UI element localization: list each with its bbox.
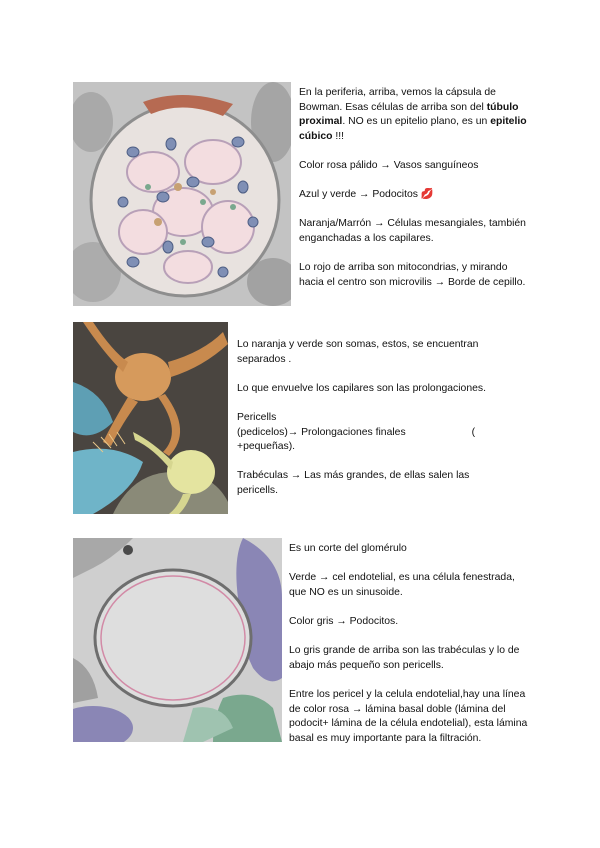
lips-emoji-icon: 💋 bbox=[420, 189, 434, 201]
section2-text bbox=[237, 338, 502, 499]
paragraph-grey-podocytes: Color gris → Podocitos. bbox=[289, 615, 399, 627]
section1-text bbox=[299, 86, 534, 290]
paragraph-trabeculae-pericells: Lo gris grande de arriba son las trabéculas y lo de abajo más pequeño son pericells. bbox=[289, 645, 520, 671]
podocyte-sem-image bbox=[73, 322, 228, 514]
paragraph-mesangial: Naranja/Marrón → Células mesangiales, también enganchadas a los capilares. bbox=[299, 218, 526, 244]
paragraph-brush-border: Lo rojo de arriba son mitocondrias, y mirando hacia el centro son microvilis → Borde de cepillo. bbox=[299, 262, 526, 288]
paragraph-trabeculae: Trabéculas → Las más grandes, de ellas salen las pericells. bbox=[237, 470, 470, 496]
paragraph-endothelial: Verde → cel endotelial, es una célula fenestrada, que NO es un sinusoide. bbox=[289, 572, 515, 598]
paragraph-vessels: Color rosa pálido → Vasos sanguíneos bbox=[299, 159, 479, 171]
section3-text bbox=[289, 542, 534, 746]
paragraph-podocytes: Azul y verde → Podocitos 💋 bbox=[299, 189, 434, 201]
paragraph-basal-lamina: Entre los pericel y la celula endotelial,hay una línea de color rosa → lámina basal doble (lámina del podocit+ lámina de la célula endotelial), esta lámina basal es muy importante para la filtración. bbox=[289, 688, 528, 744]
paragraph-prolongations: Lo que envuelve los capilares son las prolongaciones. bbox=[237, 382, 486, 394]
glomerulus-micrograph-image bbox=[73, 82, 291, 306]
paragraph-glomerulus-cut: Es un corte del glomérulo bbox=[289, 543, 407, 554]
glomerulus-tem-image bbox=[73, 538, 282, 742]
paragraph-bowman-capsule: En la periferia, arriba, vemos la cápsula de Bowman. Esas células de arriba son del túbulo proximal. NO es un epitelio plano, es un epitelio cúbico !!! bbox=[299, 87, 527, 142]
paragraph-pericells: Pericells (pedicelos)→ Prolongaciones finales ( +pequeñas). bbox=[237, 411, 476, 453]
paragraph-somas: Lo naranja y verde son somas, estos, se encuentran separados . bbox=[237, 339, 479, 365]
